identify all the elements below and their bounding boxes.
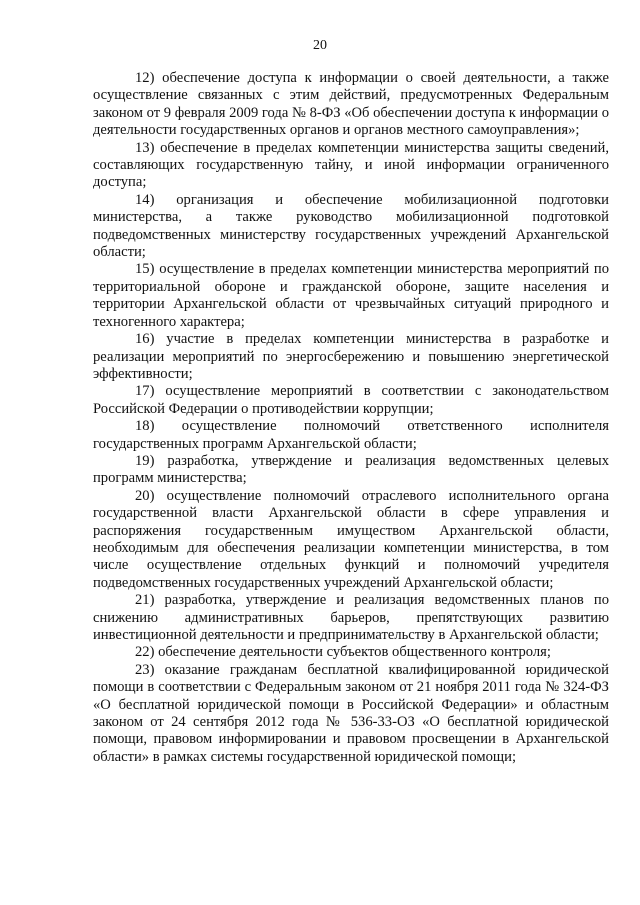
list-item-15: 15) осуществление в пределах компетенции министерства мероприятий по территориальной обороне и гражданской обороне, защите населения и территории Архангельской области от чрезвычайных ситуаций природного и техногенного характера; <box>93 261 609 330</box>
list-item-17: 17) осуществление мероприятий в соответствии с законодательством Российской Федерации о противодействии коррупции; <box>93 383 609 417</box>
list-item-12: 12) обеспечение доступа к информации о своей деятельности, а также осуществление связанных с этим действий, предусмотренных Федеральным законом от 9 февраля 2009 года № 8-ФЗ «Об обеспечении доступа к информации о деятельности государственных органов и органов местного самоуправления»; <box>93 70 609 139</box>
list-item-23: 23) оказание гражданам бесплатной квалифицированной юридической помощи в соответствии с Федеральным законом от 21 ноября 2011 года № 324-ФЗ «О бесплатной юридической помощи в Российской Федерации» и областным законом от 24 сентября 2012 года № 536-33-ОЗ «О бесплатной юридической помощи, правовом информировании и правовом просвещении в Архангельской области» в рамках системы государственной юридической помощи; <box>93 661 609 765</box>
list-item-20: 20) осуществление полномочий отраслевого исполнительного органа государственной власти Архангельской области в сфере управления и распоряжения государственным имуществом Архангельской области, необходимым для обеспечения реализации компетенции министерства, в том числе осуществление отдельных функций и полномочий учредителя подведомственных государственных учреждений Архангельской области; <box>93 487 609 591</box>
list-item-22: 22) обеспечение деятельности субъектов общественного контроля; <box>135 644 551 661</box>
list-item-21: 21) разработка, утверждение и реализация ведомственных планов по снижению административных барьеров, препятствующих развитию инвестиционной деятельности и предпринимательству в Архангельской области; <box>93 592 609 643</box>
page-number: 20 <box>313 38 327 53</box>
list-item-14: 14) организация и обеспечение мобилизационной подготовки министерства, а также руководство мобилизационной подготовкой подведомственных министерству государственных учреждений Архангельской области; <box>93 191 609 261</box>
list-item-13: 13) обеспечение в пределах компетенции министерства защиты сведений, составляющих государственную тайну, и иной информации ограниченного доступа; <box>93 139 609 191</box>
list-item-19: 19) разработка, утверждение и реализация ведомственных целевых программ министерства; <box>93 452 609 487</box>
document-body <box>93 70 609 766</box>
list-item-18: 18) осуществление полномочий ответственного исполнителя государственных программ Архангельской области; <box>93 418 609 452</box>
list-item-16: 16) участие в пределах компетенции министерства в разработке и реализации мероприятий по энергосбережению и повышению энергетической эффективности; <box>93 331 609 382</box>
